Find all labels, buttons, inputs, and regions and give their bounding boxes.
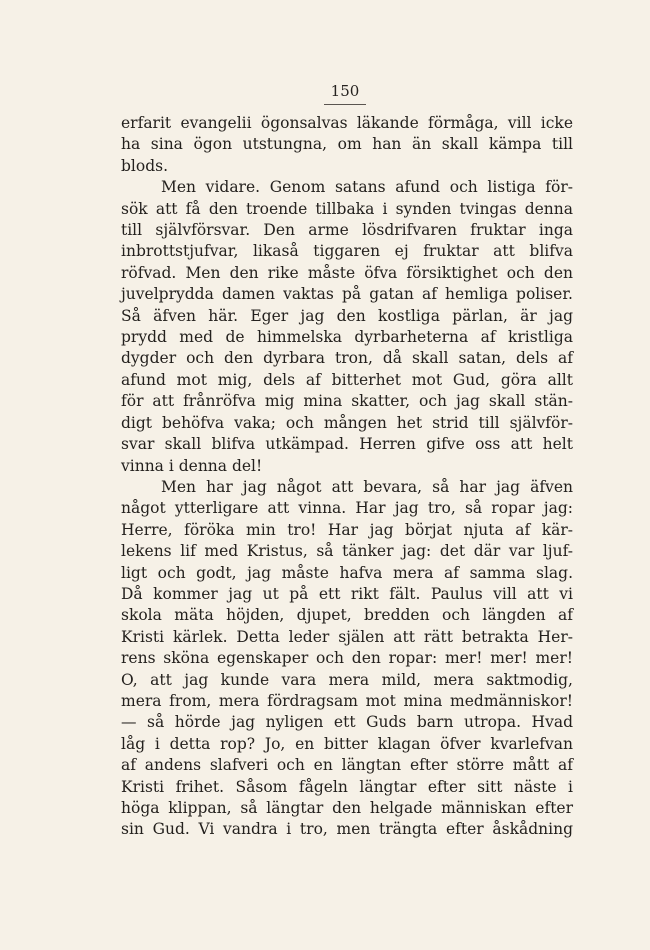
text-line: röfvad. Men den rike måste öfva försiktighet och den: [121, 263, 573, 282]
text-line: sin Gud. Vi vandra i tro, men trängta efter åskådning: [121, 820, 573, 839]
text-line: för att frånröfva mig mina skatter, och jag skall stän-: [121, 392, 573, 411]
text-line: erfarit evangelii ögonsalvas läkande förmåga, vill icke: [121, 114, 573, 132]
text-line: Men har jag något att bevara, så har jag äfven: [161, 477, 573, 496]
text-line: mera from, mera fördragsam mot mina medmänniskor!: [121, 691, 573, 710]
text-line: lekens lif med Kristus, så tänker jag: det där var ljuf-: [121, 542, 573, 561]
text-line: sök att få den troende tillbaka i synden tvingas denna: [121, 199, 573, 218]
text-line: ha sina ögon utstungna, om han än skall kämpa till: [121, 135, 573, 154]
text-line: skola mäta höjden, djupet, bredden och längden af: [121, 606, 573, 625]
text-line: dygder och den dyrbara tron, då skall satan, dels af: [121, 349, 573, 368]
text-line: digt behöfva vaka; och mången het strid till självför-: [121, 413, 573, 432]
text-line: till självförsvar. Den arme lösdrifvaren fruktar inga: [121, 221, 573, 240]
text-line: Då kommer jag ut på ett rikt fält. Paulus vill att vi: [121, 584, 573, 603]
text-line: låg i detta rop? Jo, en bitter klagan öfver kvarlefvan: [121, 734, 573, 753]
text-line: Kristi frihet. Såsom fågeln längtar efter sitt näste i: [121, 777, 573, 796]
text-line: rens sköna egenskaper och den ropar: mer! mer! mer!: [121, 649, 573, 668]
text-line: inbrottstjufvar, likaså tiggaren ej fruktar att blifva: [121, 242, 573, 261]
text-line: Så äfven här. Eger jag den kostliga pärlan, är jag: [121, 306, 573, 325]
text-line: juvelprydda damen vaktas på gatan af hemliga poliser.: [121, 285, 573, 304]
text-line: Men vidare. Genom satans afund och listiga för-: [161, 178, 573, 197]
text-line: Kristi kärlek. Detta leder själen att rätt betrakta Her-: [121, 627, 573, 646]
text-line: höga klippan, så längtar den helgade människan efter: [121, 799, 573, 817]
body-text: [121, 113, 573, 841]
text-line: afund mot mig, dels af bitterhet mot Gud, göra allt: [121, 370, 573, 389]
page-number: 150: [330, 82, 360, 100]
text-line: svar skall blifva utkämpad. Herren gifve oss att helt: [121, 435, 573, 454]
text-line: blods.: [121, 156, 169, 175]
text-line: något ytterligare att vinna. Har jag tro, så ropar jag:: [121, 499, 573, 518]
text-line: prydd med de himmelska dyrbarheterna af kristliga: [121, 328, 573, 347]
page-number-rule: [324, 104, 366, 105]
text-line: af andens slafveri och en längtan efter större mått af: [121, 756, 573, 775]
text-line: ligt och godt, jag måste hafva mera af samma slag.: [121, 563, 573, 582]
text-line: O, att jag kunde vara mera mild, mera saktmodig,: [121, 670, 573, 689]
text-line: Herre, föröka min tro! Har jag börjat njuta af kär-: [121, 520, 573, 539]
text-line: vinna i denna del!: [121, 456, 263, 475]
text-line: — så hörde jag nyligen ett Guds barn utropa. Hvad: [121, 713, 573, 732]
